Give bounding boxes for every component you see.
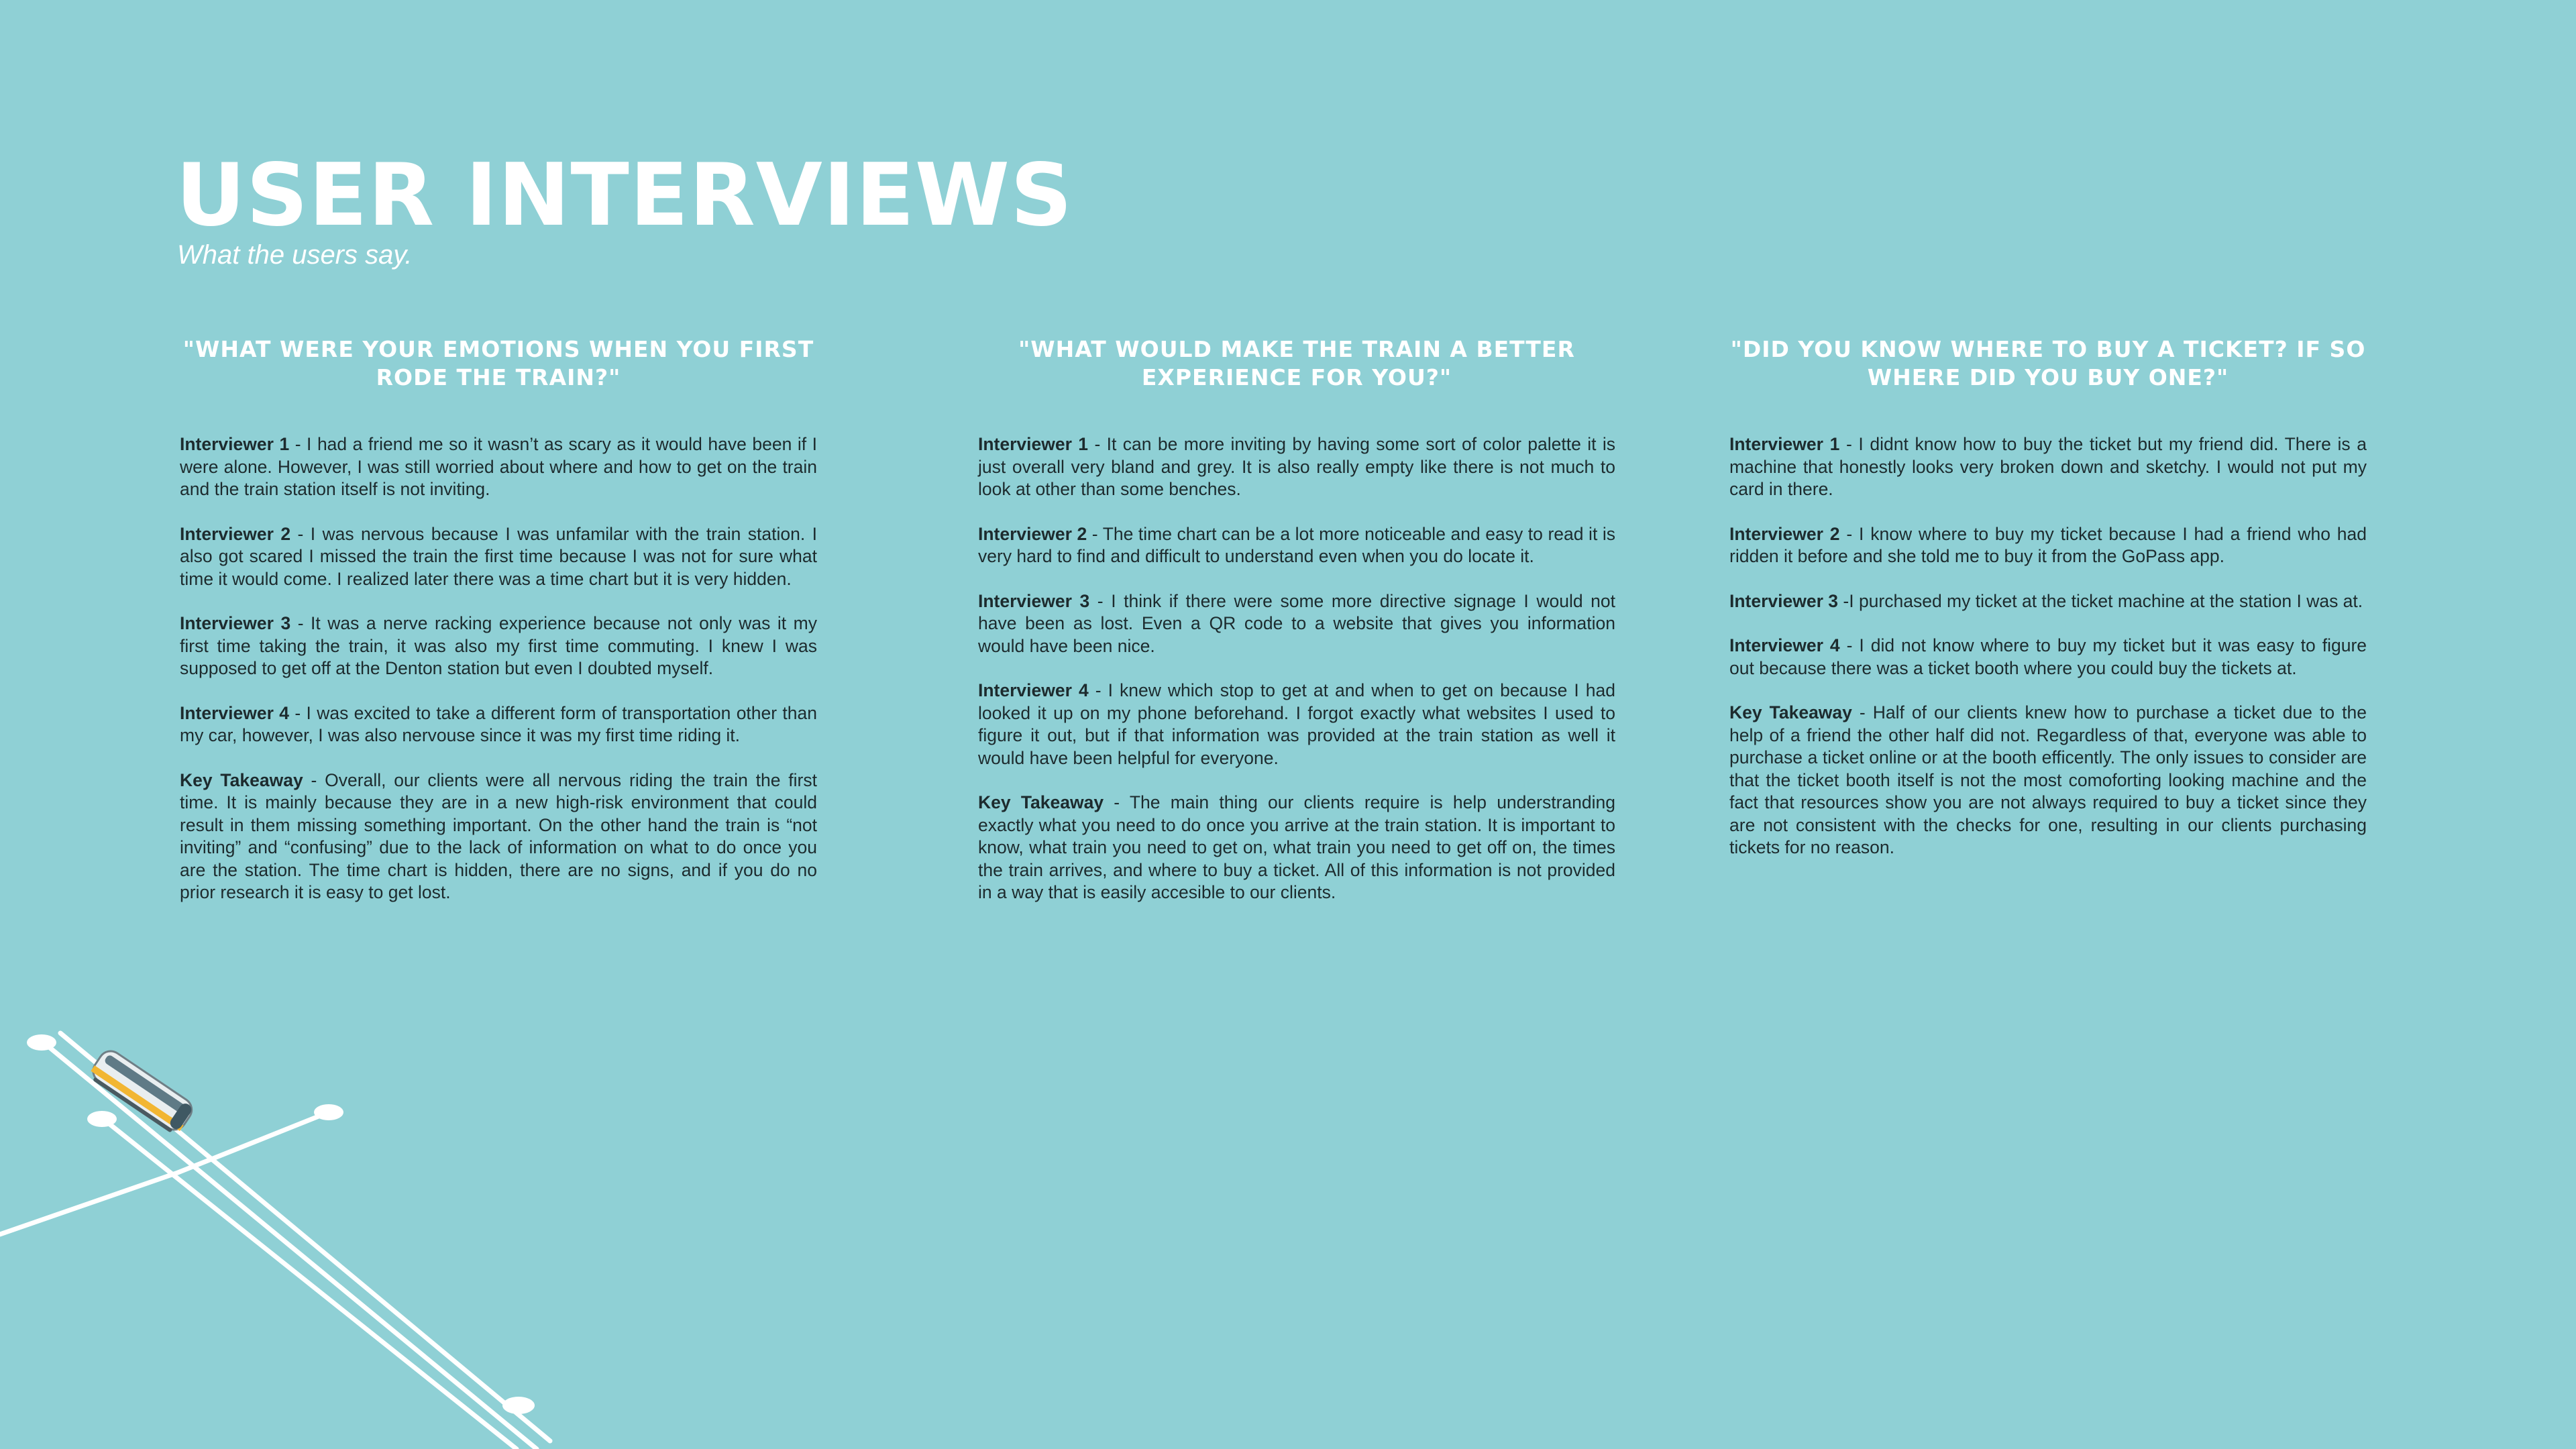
answer-text: - The time chart can be a lot more noticeable and easy to read it is very hard to find and difficult to understand even when you do locate it. [978, 523, 1616, 566]
answer-text: - I was nervous because I was unfamilar with the train station. I also got scared I missed the train the first time because I was not for sure what time it would come. I realized later there was a time chart but it is very hidden. [180, 523, 817, 589]
answer-text: - It was a nerve racking experience because not only was it my first time taking the train, it was also my first time commuting. I knew I was supposed to get off at the Denton station but even I doubted myself. [180, 613, 817, 678]
answer-text: - I had a friend me so it wasn’t as scary as it would have been if I were alone. However, I was still worried about where and how to get on the train and the train station itself is not inviting. [180, 434, 817, 499]
answer-text: -I purchased my ticket at the ticket machine at the station I was at. [1838, 590, 2363, 611]
answer-paragraph [978, 433, 1615, 501]
answer-speaker: Interviewer 4 [180, 702, 290, 723]
answer-speaker: Interviewer 3 [978, 590, 1090, 611]
answer-paragraph [978, 590, 1615, 658]
answer-paragraph [978, 680, 1615, 769]
answer-paragraph [180, 612, 817, 680]
answer-paragraph [180, 523, 817, 591]
answer-paragraph [1729, 433, 2367, 501]
answer-text: - Overall, our clients were all nervous riding the train the first time. It is mainly because they are in a new high-risk environment that could result in them missing something important. On the other hand the train is “not inviting” and “confusing” due to the lack of information on what to do once you are the station. The time chart is hidden, there are no signs, and if you do no prior research it is easy to get lost. [180, 769, 817, 902]
answer-text: - I think if there were some more directive signage I would not have been as lost. Even a QR code to a website that gives you information would have been nice. [978, 590, 1615, 656]
answer-text: - I knew which stop to get at and when to get on because I had looked it up on my phone beforehand. I forgot exactly what websites I used to figure it out, but if that information was provided at the train station as well it would have been helpful for everyone. [978, 680, 1616, 768]
answer-speaker: Interviewer 3 [1729, 590, 1839, 611]
answer-text: - It can be more inviting by having some sort of color palette it is just overall very bland and grey. It is also really empty like there is not much to look at other than some benches. [978, 434, 1615, 499]
key-takeaway-paragraph [978, 792, 1615, 904]
answer-speaker: Interviewer 3 [180, 613, 291, 633]
key-takeaway-paragraph [1729, 702, 2367, 859]
answer-speaker: Interviewer 1 [978, 434, 1089, 454]
question-heading: "DID YOU KNOW WHERE TO BUY A TICKET? IF SO WHERE DID YOU BUY ONE?" [1730, 336, 2366, 390]
question-heading: "WHAT WERE YOUR EMOTIONS WHEN YOU FIRST RODE THE TRAIN?" [182, 336, 814, 390]
answer-speaker: Interviewer 2 [978, 523, 1087, 544]
answer-text: - I didnt know how to buy the ticket but my friend did. There is a machine that honestly looks very broken down and sketchy. I would not put my card in there. [1729, 434, 2367, 499]
answer-speaker: Interviewer 2 [1729, 523, 1840, 544]
answer-speaker: Key Takeaway [1729, 702, 1852, 722]
question-heading: "WHAT WOULD MAKE THE TRAIN A BETTER EXPERIENCE FOR YOU?" [1018, 336, 1575, 390]
answer-text: - Half of our clients knew how to purchase a ticket due to the help of a friend the other half did not. Regardless of that, everyone was able to purchase a ticket online or at the booth efficently. The only issues to consider are that the ticket booth itself is not the most comoforting looking machine and the fact that resources show you are not always required to buy a ticket since they are not consistent with the checks for one, resulting in our clients purchasing tickets for no reason. [1729, 702, 2367, 857]
answer-paragraph [180, 433, 817, 501]
interview-column-3 [1729, 335, 2367, 881]
key-takeaway-paragraph [180, 769, 817, 904]
interview-column-1 [180, 335, 817, 926]
rail-lines [0, 1033, 550, 1449]
answer-paragraph [180, 702, 817, 747]
rail-track-icon [0, 993, 564, 1449]
interview-column-2 [978, 335, 1615, 926]
answer-speaker: Interviewer 1 [180, 434, 290, 454]
answer-text: - I did not know where to buy my ticket but it was easy to figure out because there was a ticket booth where you could buy the tickets at. [1729, 635, 2367, 678]
answer-speaker: Key Takeaway [180, 769, 303, 790]
answer-text: - I was excited to take a different form of transportation other than my car, however, I was also nervouse since it was my first time riding it. [180, 702, 818, 745]
answer-paragraph [1729, 523, 2367, 568]
page-subtitle: What the users say. [177, 240, 413, 270]
answer-text: - The main thing our clients require is help understranding exactly what you need to do once you arrive at the train station. It is important to know, what train you need to get on, what train you need to get off on, the times the train arrives, and where to buy a ticket. All of this information is not provided in a way that is easily accesible to our clients. [978, 792, 1615, 902]
answer-paragraph [1729, 590, 2367, 613]
page-title: USER INTERVIEWS [176, 146, 1073, 246]
answer-paragraph [978, 523, 1615, 568]
answer-speaker: Interviewer 2 [180, 523, 291, 544]
answer-speaker: Interviewer 4 [1729, 635, 1840, 655]
answer-text: - I know where to buy my ticket because I had a friend who had ridden it before and she told me to buy it from the GoPass app. [1729, 523, 2367, 566]
answer-speaker: Interviewer 4 [978, 680, 1089, 700]
answer-paragraph [1729, 635, 2367, 680]
answer-speaker: Interviewer 1 [1729, 434, 1840, 454]
answer-speaker: Key Takeaway [978, 792, 1104, 812]
